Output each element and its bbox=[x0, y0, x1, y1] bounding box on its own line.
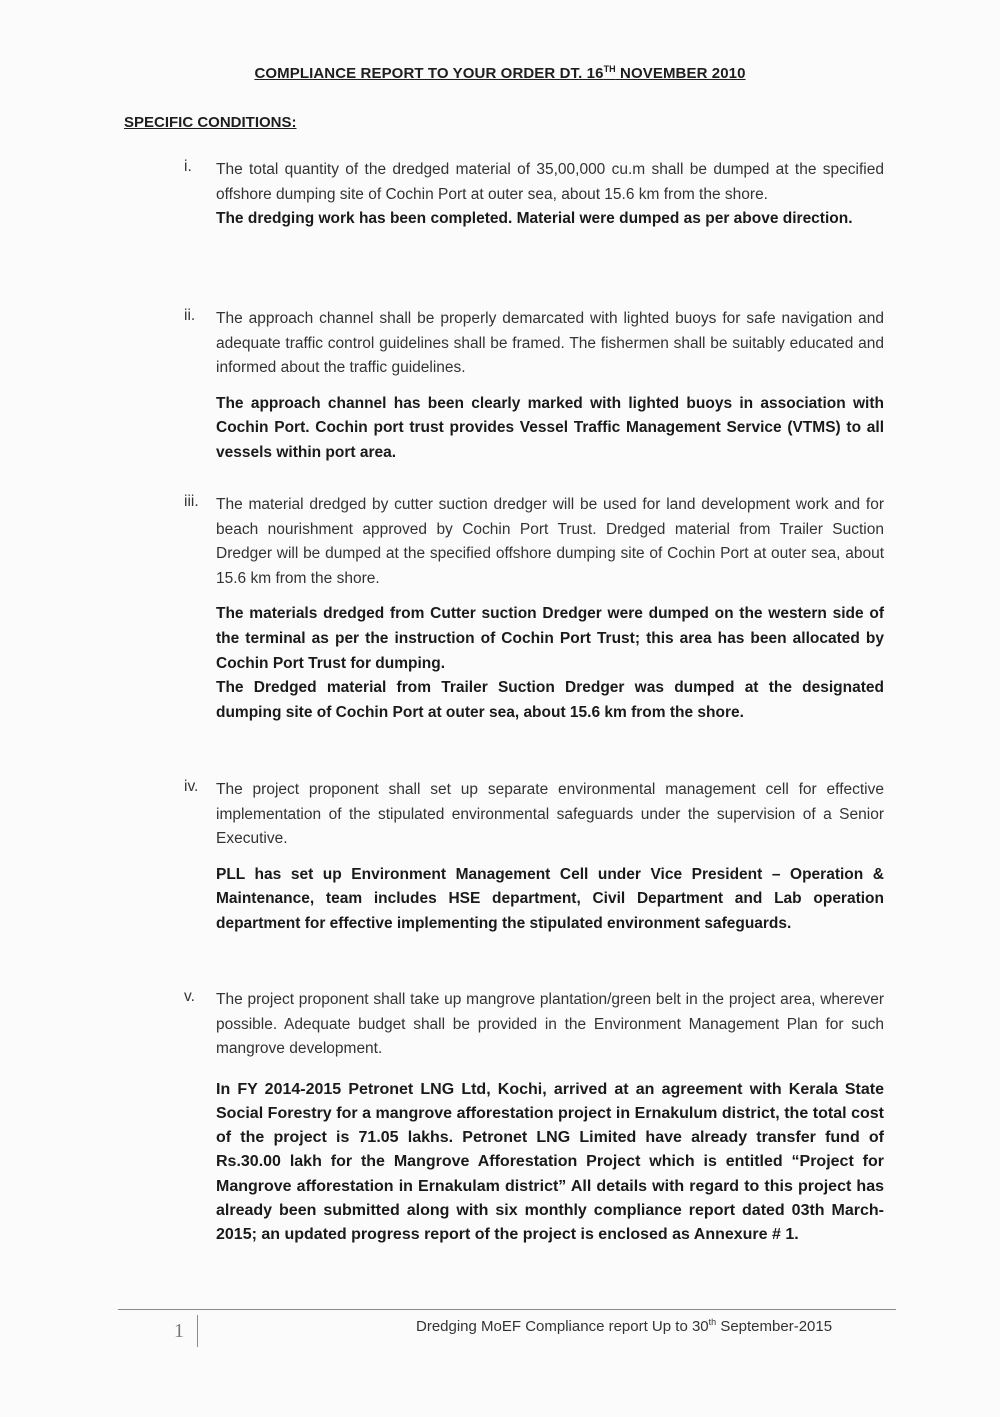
condition-item-1 bbox=[184, 158, 884, 232]
compliance-response: In FY 2014-2015 Petronet LNG Ltd, Kochi, arrived at an agreement with Kerala State Social Forestry for a mangrove afforestation project in Ernakulum district, the total cost of the project is 71.05 lakhs. Petronet LNG Limited have already transfer fund of Rs.30.00 lakh for the Mangrove Afforestation Project which is entitled “Project for Mangrove afforestation in Ernakulam district” All details with regard to this project has already been submitted along with six monthly compliance report dated 03th March-2015; an updated progress report of the project is enclosed as Annexure # 1. bbox=[216, 1080, 884, 1243]
title-superscript: TH bbox=[603, 64, 616, 74]
condition-item-2 bbox=[184, 307, 884, 466]
condition-number: ii. bbox=[184, 307, 196, 324]
condition-item-4 bbox=[184, 778, 884, 937]
footer-page-separator bbox=[197, 1315, 198, 1347]
title-text: COMPLIANCE REPORT TO YOUR ORDER DT. 16 bbox=[254, 65, 604, 82]
report-title bbox=[0, 64, 1000, 82]
footer-superscript: th bbox=[708, 1317, 717, 1327]
condition-item-5 bbox=[184, 988, 884, 1247]
title-text-end: NOVEMBER 2010 bbox=[615, 65, 746, 82]
condition-text: The project proponent shall set up separate environmental management cell for effective implementation of the stipulated environmental safeguards under the supervision of a Senior Executive. bbox=[216, 781, 884, 848]
condition-text: The project proponent shall take up mangrove plantation/green belt in the project area, wherever possible. Adequate budget shall be provided in the Environment Management Plan for such mangrove development. bbox=[216, 991, 884, 1058]
footer-text bbox=[416, 1317, 832, 1335]
footer-text-end: September-2015 bbox=[716, 1318, 833, 1335]
condition-text: The total quantity of the dredged material of 35,00,000 cu.m shall be dumped at the specified offshore dumping site of Cochin Port at outer sea, about 15.6 km from the shore. bbox=[216, 161, 884, 203]
condition-text: The material dredged by cutter suction dredger will be used for land development work and for beach nourishment approved by Cochin Port Trust. Dredged material from Trailer Suction Dredger will be dumped at the specified offshore dumping site of Cochin Port at outer sea, about 15.6 km from the shore. bbox=[216, 496, 884, 587]
compliance-response: PLL has set up Environment Management Cell under Vice President – Operation & Maintenance, team includes HSE department, Civil Department and Lab operation department for effective implementing the stipulated environment safeguards. bbox=[216, 865, 884, 932]
condition-number: v. bbox=[184, 988, 195, 1005]
footer-text-start: Dredging MoEF Compliance report Up to 30 bbox=[416, 1318, 709, 1335]
compliance-response: The dredging work has been completed. Material were dumped as per above direction. bbox=[216, 210, 853, 228]
footer-divider bbox=[118, 1309, 896, 1310]
condition-number: iv. bbox=[184, 778, 199, 795]
compliance-response: The approach channel has been clearly marked with lighted buoys in association with Cochin Port. Cochin port trust provides Vessel Traffic Management Service (VTMS) to all vessels within port area. bbox=[216, 394, 884, 461]
section-heading: SPECIFIC CONDITIONS: bbox=[124, 114, 297, 131]
compliance-response: The materials dredged from Cutter suction Dredger were dumped on the western side of the terminal as per the instruction of Cochin Port Trust; this area has been allocated by Cochin Port Trust for dumping. bbox=[216, 605, 884, 672]
condition-number: i. bbox=[184, 158, 192, 175]
condition-item-3 bbox=[184, 493, 884, 725]
compliance-response-continued: The Dredged material from Trailer Suction Dredger was dumped at the designated dumping site of Cochin Port at outer sea, about 15.6 km from the shore. bbox=[216, 679, 884, 721]
page-number: 1 bbox=[174, 1320, 184, 1342]
condition-number: iii. bbox=[184, 493, 199, 510]
condition-text: The approach channel shall be properly demarcated with lighted buoys for safe navigation and adequate traffic control guidelines shall be framed. The fishermen shall be suitably educated and informed about the traffic guidelines. bbox=[216, 310, 884, 377]
